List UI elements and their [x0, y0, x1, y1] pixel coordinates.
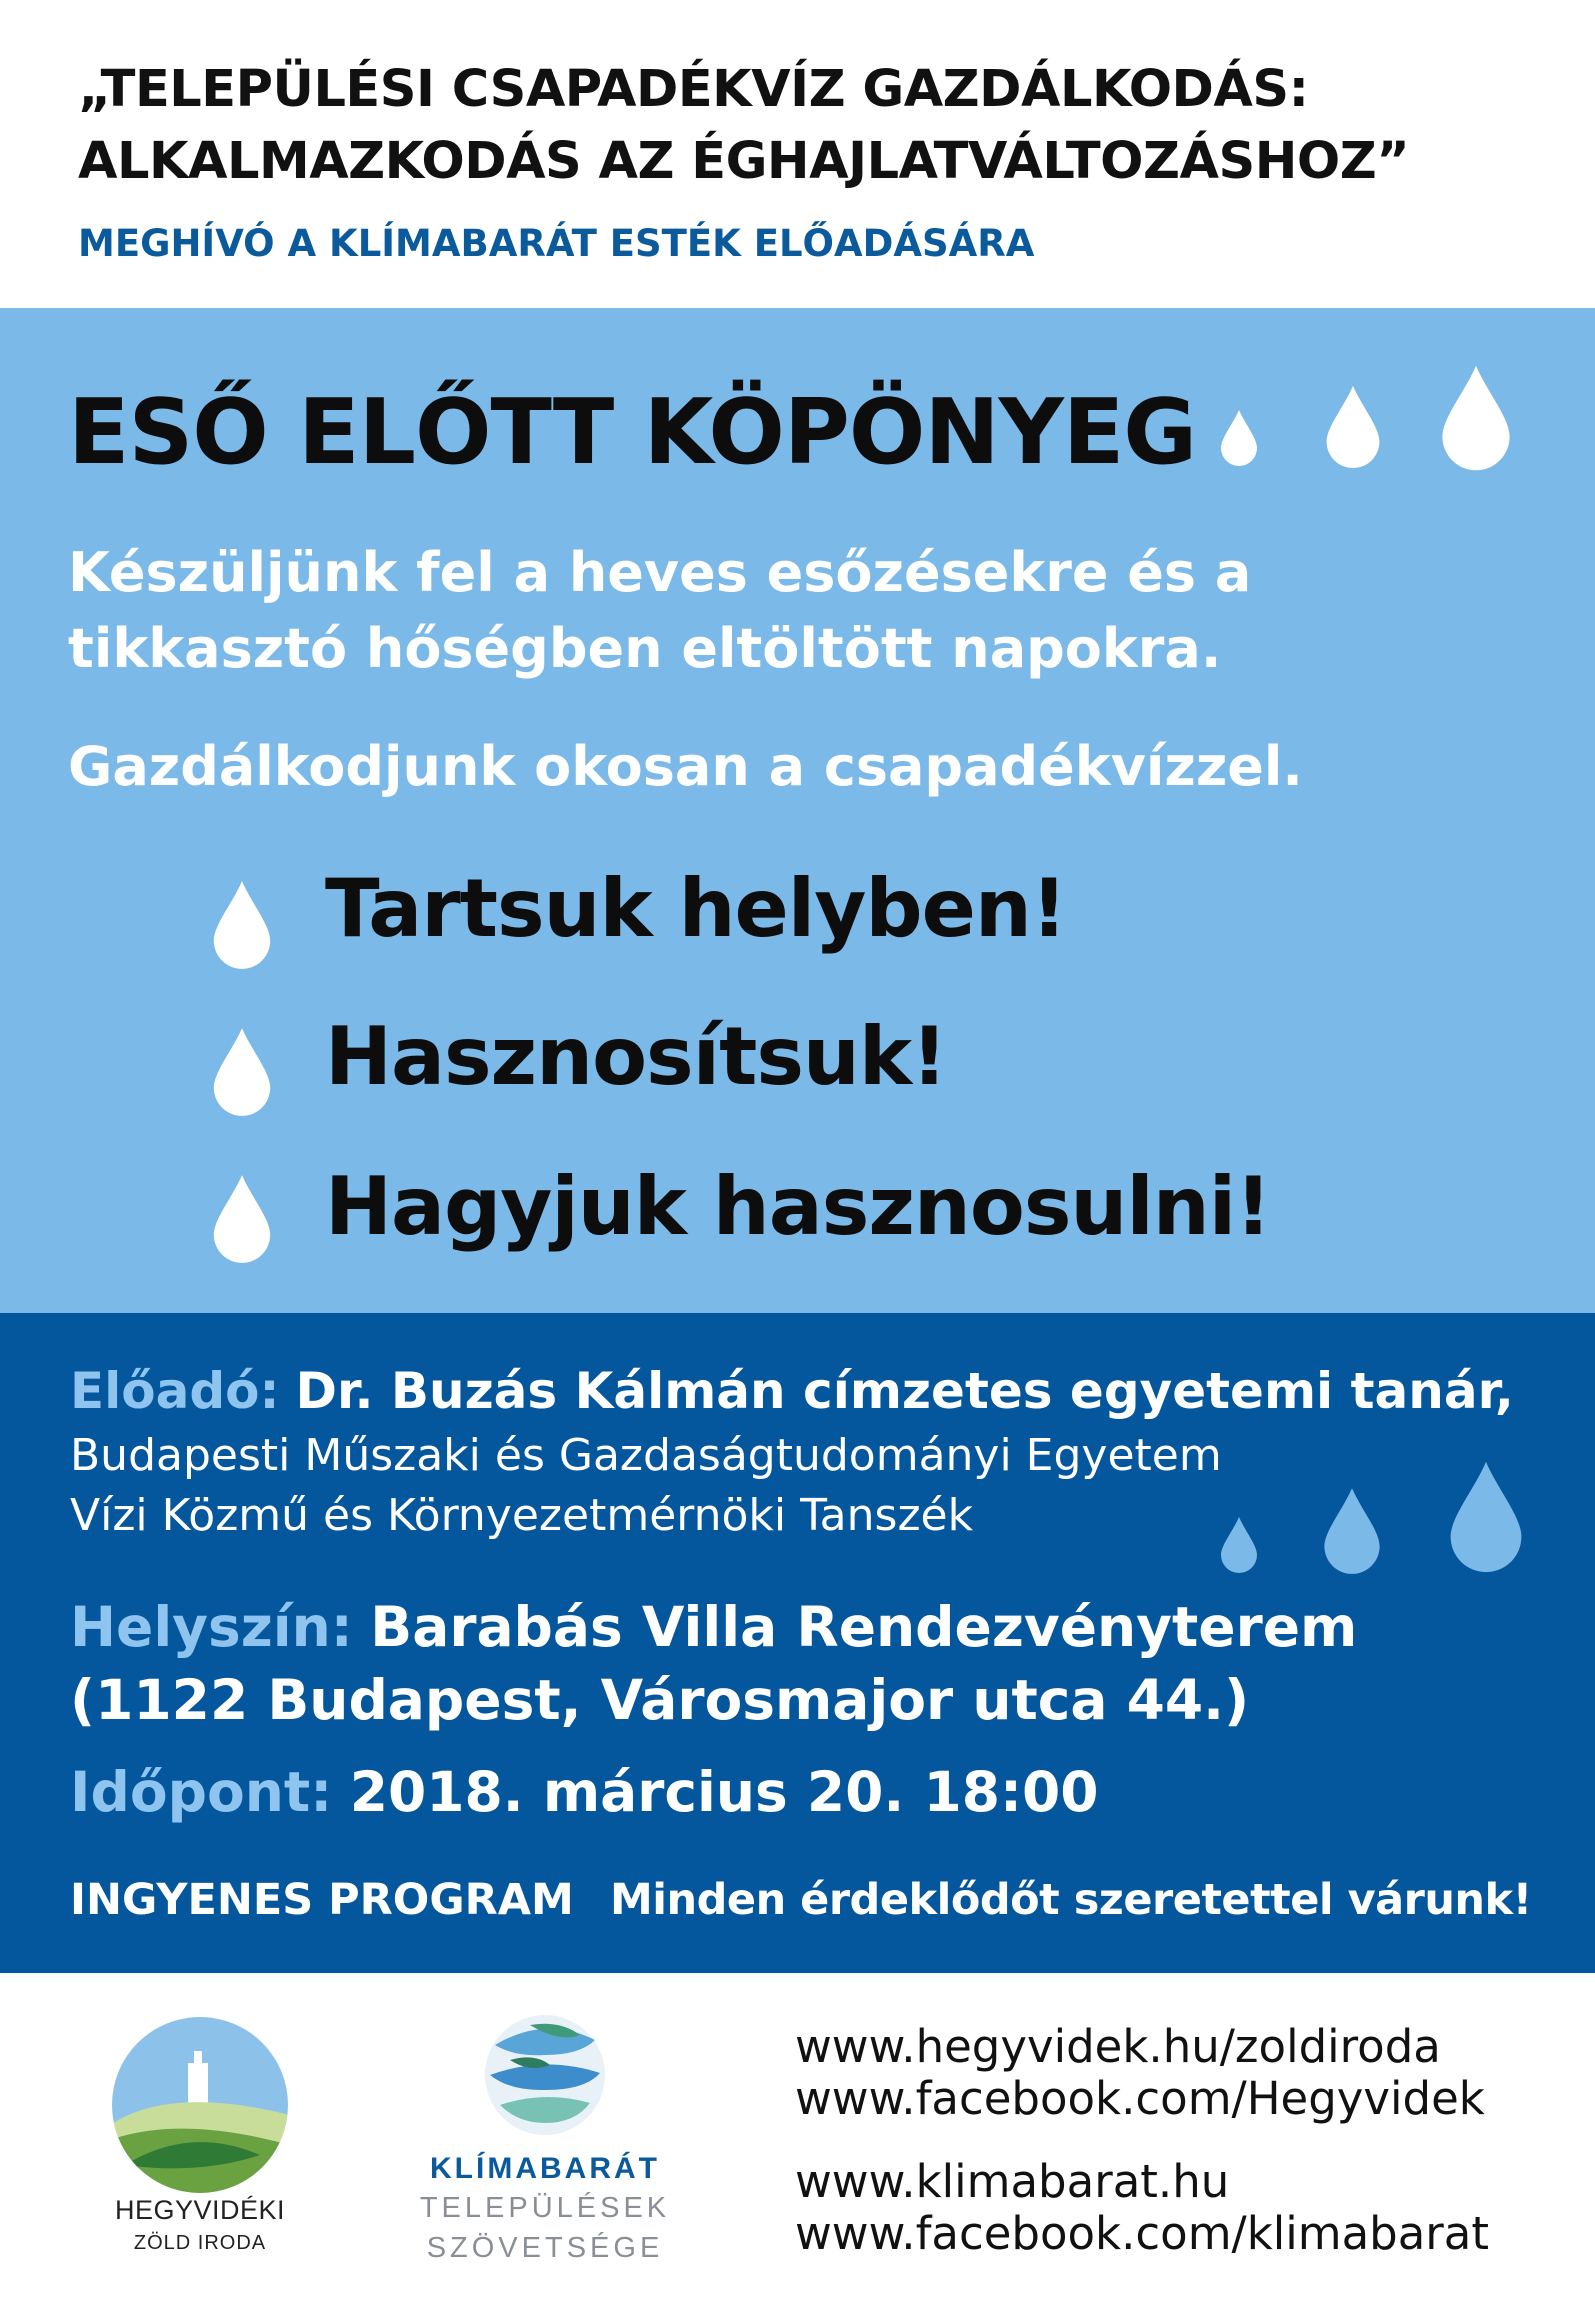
intro-paragraph-1	[68, 535, 1251, 687]
klimabarat-logo-sub-1: TELEPÜLÉSEK	[419, 2192, 671, 2224]
subtitle: MEGHÍVÓ A KLÍMABARÁT ESTÉK ELŐADÁSÁRA	[78, 222, 1035, 265]
presenter	[70, 1362, 1514, 1420]
klimabarat-logo-sub-2: SZÖVETSÉGE	[426, 2232, 664, 2264]
water-drop-icon	[1437, 362, 1515, 474]
hegyvideki-logo-name: HEGYVIDÉKI	[114, 2195, 286, 2225]
title-line-1: „TELEPÜLÉSI CSAPADÉKVÍZ GAZDÁLKODÁS:	[78, 60, 1309, 119]
bullet-2: Hasznosítsuk!	[325, 1010, 947, 1103]
intro-paragraph-1-line-2: tikkasztó hőségben eltöltött napokra.	[68, 617, 1222, 680]
title-line-2: ALKALMAZKODÁS AZ ÉGHAJLATVÁLTOZÁSHOZ”	[78, 132, 1410, 191]
free-program-label: INGYENES PROGRAM	[70, 1875, 574, 1925]
intro-paragraph-1-line-1: Készüljünk fel a heves esőzésekre és a	[68, 541, 1252, 604]
water-drop-icon	[210, 878, 274, 972]
venue-name: Barabás Villa Rendezvényterem	[370, 1595, 1358, 1659]
water-drop-icon	[1322, 383, 1384, 471]
bullet-1: Tartsuk helyben!	[325, 862, 1067, 955]
water-drop-icon	[210, 1172, 274, 1266]
venue	[70, 1595, 1357, 1659]
link-facebook-hegyvidek[interactable]: www.facebook.com/Hegyvidek	[795, 2072, 1485, 2125]
institution-line-1: Budapesti Műszaki és Gazdaságtudományi Egyetem	[70, 1430, 1222, 1481]
header	[0, 0, 1595, 308]
intro-paragraph-2: Gazdálkodjunk okosan a csapadékvízzel.	[68, 735, 1303, 798]
link-klimabarat[interactable]: www.klimabarat.hu	[795, 2155, 1230, 2208]
water-drop-icon	[1218, 1515, 1260, 1575]
venue-label: Helyszín:	[70, 1595, 353, 1659]
klimabarat-globe-logo-icon	[470, 1995, 620, 2155]
water-drop-icon	[1445, 1458, 1527, 1576]
hegyvideki-logo-sub: ZÖLD IRODA	[133, 2232, 267, 2254]
event-time	[70, 1760, 1099, 1824]
water-drop-icon	[1218, 408, 1260, 468]
bullet-3: Hagyjuk hasznosulni!	[325, 1160, 1271, 1253]
link-hegyvidek-zoldiroda[interactable]: www.hegyvidek.hu/zoldiroda	[795, 2020, 1441, 2073]
venue-address: (1122 Budapest, Városmajor utca 44.)	[70, 1668, 1250, 1732]
time-value: 2018. március 20. 18:00	[349, 1760, 1099, 1824]
klimabarat-logo-name: KLÍMABARÁT	[430, 2152, 660, 2185]
headline: ESŐ ELŐTT KÖPÖNYEG	[68, 380, 1197, 485]
presenter-name: Dr. Buzás Kálmán címzetes egyetemi tanár,	[295, 1362, 1514, 1420]
link-facebook-klimabarat[interactable]: www.facebook.com/klimabarat	[795, 2207, 1490, 2260]
welcome-text: Minden érdeklődőt szeretettel várunk!	[610, 1875, 1532, 1925]
time-label: Időpont:	[70, 1760, 333, 1824]
water-drop-icon	[210, 1025, 274, 1119]
presenter-label: Előadó:	[70, 1362, 280, 1420]
water-drop-icon	[1320, 1485, 1384, 1577]
institution-line-2: Vízi Közmű és Környezetmérnöki Tanszék	[70, 1490, 974, 1541]
hegyvideki-logo-icon	[110, 2015, 290, 2195]
